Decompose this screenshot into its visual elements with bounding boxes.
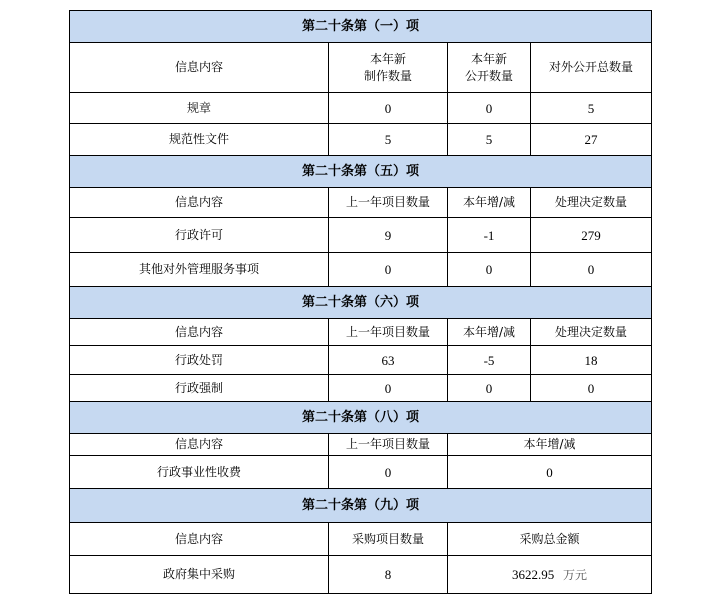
table-row [70, 218, 652, 253]
cell: 0 [531, 253, 652, 287]
table-row [70, 124, 652, 156]
cell: 279 [531, 218, 652, 253]
column-header-row [70, 523, 652, 556]
table-row [70, 253, 652, 287]
cell: 0 [448, 375, 531, 402]
table-row [70, 556, 652, 594]
column-header-row [70, 43, 652, 93]
column-header [448, 43, 531, 93]
cell: 27 [531, 124, 652, 156]
column-header: 采购项目数量 [329, 523, 448, 556]
column-header: 上一年项目数量 [329, 319, 448, 346]
row-label: 行政事业性收费 [70, 456, 329, 489]
section-header [70, 287, 652, 319]
cell: 5 [448, 124, 531, 156]
column-header: 对外公开总数量 [531, 43, 652, 93]
row-label: 行政许可 [70, 218, 329, 253]
column-header-row [70, 188, 652, 218]
column-header [329, 43, 448, 93]
cell: 0 [448, 93, 531, 124]
column-header: 信息内容 [70, 319, 329, 346]
disclosure-table [69, 10, 652, 594]
section-title: 第二十条第（九）项 [70, 489, 652, 523]
section-title: 第二十条第（八）项 [70, 402, 652, 434]
cell: 8 [329, 556, 448, 594]
section-title: 第二十条第（五）项 [70, 156, 652, 188]
amount-unit: 万元 [563, 567, 588, 582]
section-header [70, 11, 652, 43]
cell: 0 [448, 456, 652, 489]
cell: 0 [531, 375, 652, 402]
row-label: 其他对外管理服务事项 [70, 253, 329, 287]
column-header-row [70, 319, 652, 346]
section-header [70, 489, 652, 523]
row-label: 政府集中采购 [70, 556, 329, 594]
column-header: 本年增/减 [448, 319, 531, 346]
cell: -1 [448, 218, 531, 253]
column-header: 上一年项目数量 [329, 434, 448, 456]
cell: 5 [329, 124, 448, 156]
column-header: 信息内容 [70, 434, 329, 456]
cell: 63 [329, 346, 448, 375]
section-title: 第二十条第（一）项 [70, 11, 652, 43]
section-header [70, 402, 652, 434]
cell: 18 [531, 346, 652, 375]
column-header: 采购总金额 [448, 523, 652, 556]
column-header: 本年增/减 [448, 188, 531, 218]
cell: 9 [329, 218, 448, 253]
table-row [70, 346, 652, 375]
row-label: 规章 [70, 93, 329, 124]
column-header: 信息内容 [70, 188, 329, 218]
column-header-row [70, 434, 652, 456]
row-label: 行政强制 [70, 375, 329, 402]
amount-value: 3622.95 [511, 566, 555, 582]
column-header: 信息内容 [70, 43, 329, 93]
table-row [70, 93, 652, 124]
row-label: 规范性文件 [70, 124, 329, 156]
cell: -5 [448, 346, 531, 375]
section-title: 第二十条第（六）项 [70, 287, 652, 319]
cell [448, 556, 652, 594]
table-row [70, 456, 652, 489]
column-header: 处理决定数量 [531, 188, 652, 218]
column-header: 本年增/减 [448, 434, 652, 456]
row-label: 行政处罚 [70, 346, 329, 375]
column-header: 信息内容 [70, 523, 329, 556]
section-header [70, 156, 652, 188]
column-header: 上一年项目数量 [329, 188, 448, 218]
cell: 0 [329, 375, 448, 402]
cell: 0 [448, 253, 531, 287]
column-header-text: 本年新 公开数量 [464, 51, 513, 83]
cell: 5 [531, 93, 652, 124]
cell: 0 [329, 93, 448, 124]
column-header-text: 本年新 制作数量 [363, 51, 412, 83]
cell: 0 [329, 253, 448, 287]
table-row [70, 375, 652, 402]
cell: 0 [329, 456, 448, 489]
column-header: 处理决定数量 [531, 319, 652, 346]
